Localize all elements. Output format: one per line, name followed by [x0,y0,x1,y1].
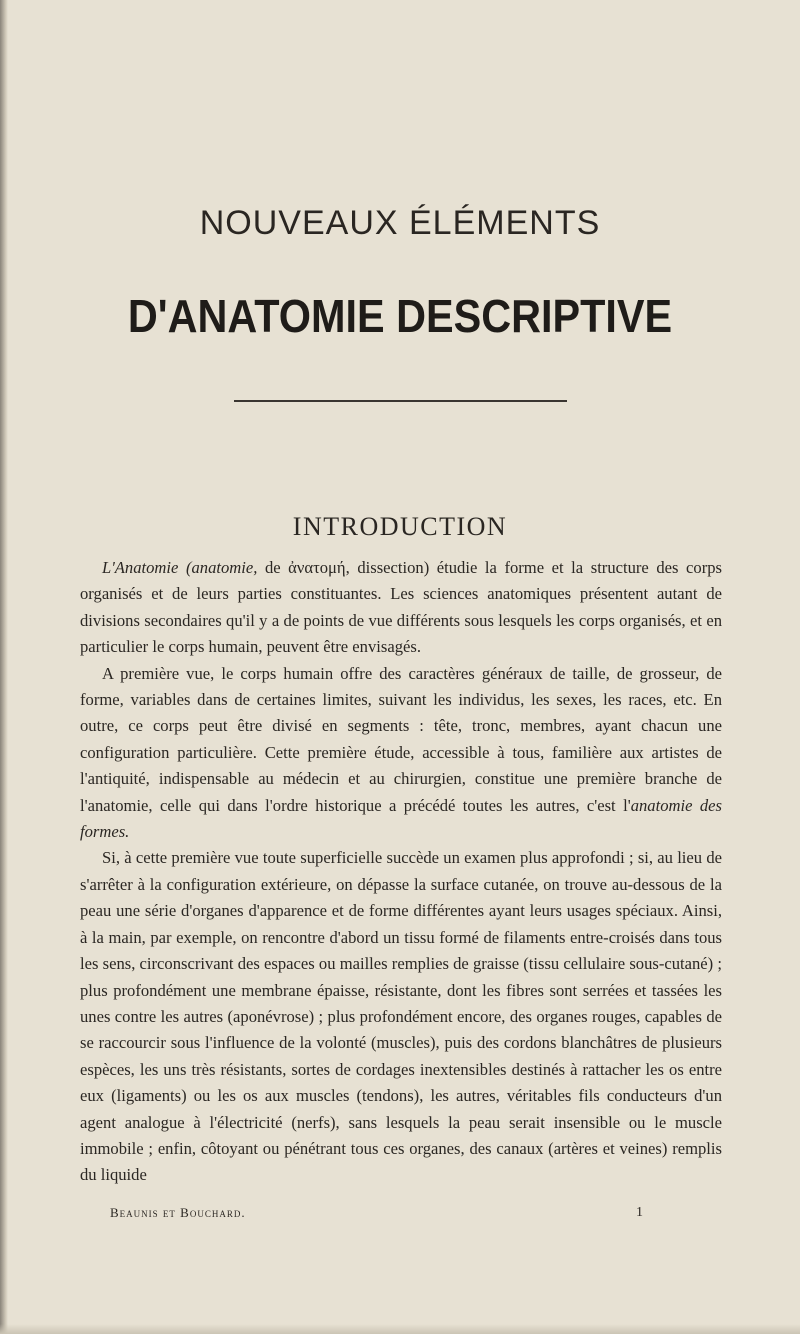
paragraph-3-text: Si, à cette première vue toute superficielle succède un examen plus approfondi ; si, au lieu de s'arrêter à la configuration extérieure, on dépasse la surface cutanée, on trouve au-dessous de la peau une série d'organes d'apparence et de forme différentes ayant leurs usages spéciaux. Ainsi, à la main, par exemple, on rencontre d'abord un tissu formé de filaments entre-croisés dans tous les sens, circonscrivant des espaces ou mailles remplies de graisse (tissu cellulaire sous-cutané) ; plus profondément une membrane épaisse, résistante, dont les fibres sont serrées et tassées les unes contre les autres (aponévrose) ; plus profondément encore, des organes rouges, capables de se raccourcir sous l'influence de la volonté (muscles), puis des cordons blanchâtres de plusieurs espèces, les uns très résistants, sortes de cordages inextensibles destinés à rattacher les os entre eux (ligaments) ou les os aux muscles (tendons), les autres, véritables fils conducteurs d'un agent analogue à l'électricité (nerfs), sans lesquels la peau serait insensible ou le muscle immobile ; enfin, côtoyant ou pénétrant tous ces organes, des canaux (artères et veines) remplis du liquide [80,848,722,1185]
paragraph-1-text: de ἀνατομή, dissection) étudie la forme et la structure des corps organisés et de leurs parties constituantes. Les sciences anatomiques présentent autant de divisions secondaires qu'il y a de points de vue différents sous lesquels les corps organisés, et en particulier le corps humain, peuvent être envisagés. [80,558,722,657]
page-number: 1 [636,1205,643,1220]
page-footer [80,1205,722,1225]
page-edge-shadow [0,0,8,1334]
paragraph-1 [80,555,722,661]
title-divider-rule [234,400,567,402]
paragraph-2-text: A première vue, le corps humain offre des caractères généraux de taille, de grosseur, de forme, variables dans de certaines limites, suivant les individus, les sexes, les races, etc. En outre, ce corps peut être divisé en segments : tête, tronc, membres, ayant chacun une configuration particulière. Cette première étude, accessible à tous, familière aux artistes de l'antiquité, indispensable au médecin et au chirurgien, constitue une première branche de l'anatomie, celle qui dans l'ordre historique a précédé toutes les autres, c'est l' [80,663,722,815]
paragraph-1-lead: L'Anatomie (anatomie, [102,558,258,577]
title-line-1: NOUVEAUX ÉLÉMENTS [199,204,601,242]
paragraph-3 [80,845,722,1188]
paragraph-2 [80,661,722,846]
footer-signature: Beaunis et Bouchard. [110,1205,246,1220]
paragraph-2-tail: anatomie des formes. [80,795,722,842]
page-bottom-shadow [0,1324,800,1334]
title-line-2: D'ANATOMIE DESCRIPTIVE [127,290,673,342]
body-text [80,555,722,1189]
section-heading: INTRODUCTION [292,512,508,541]
